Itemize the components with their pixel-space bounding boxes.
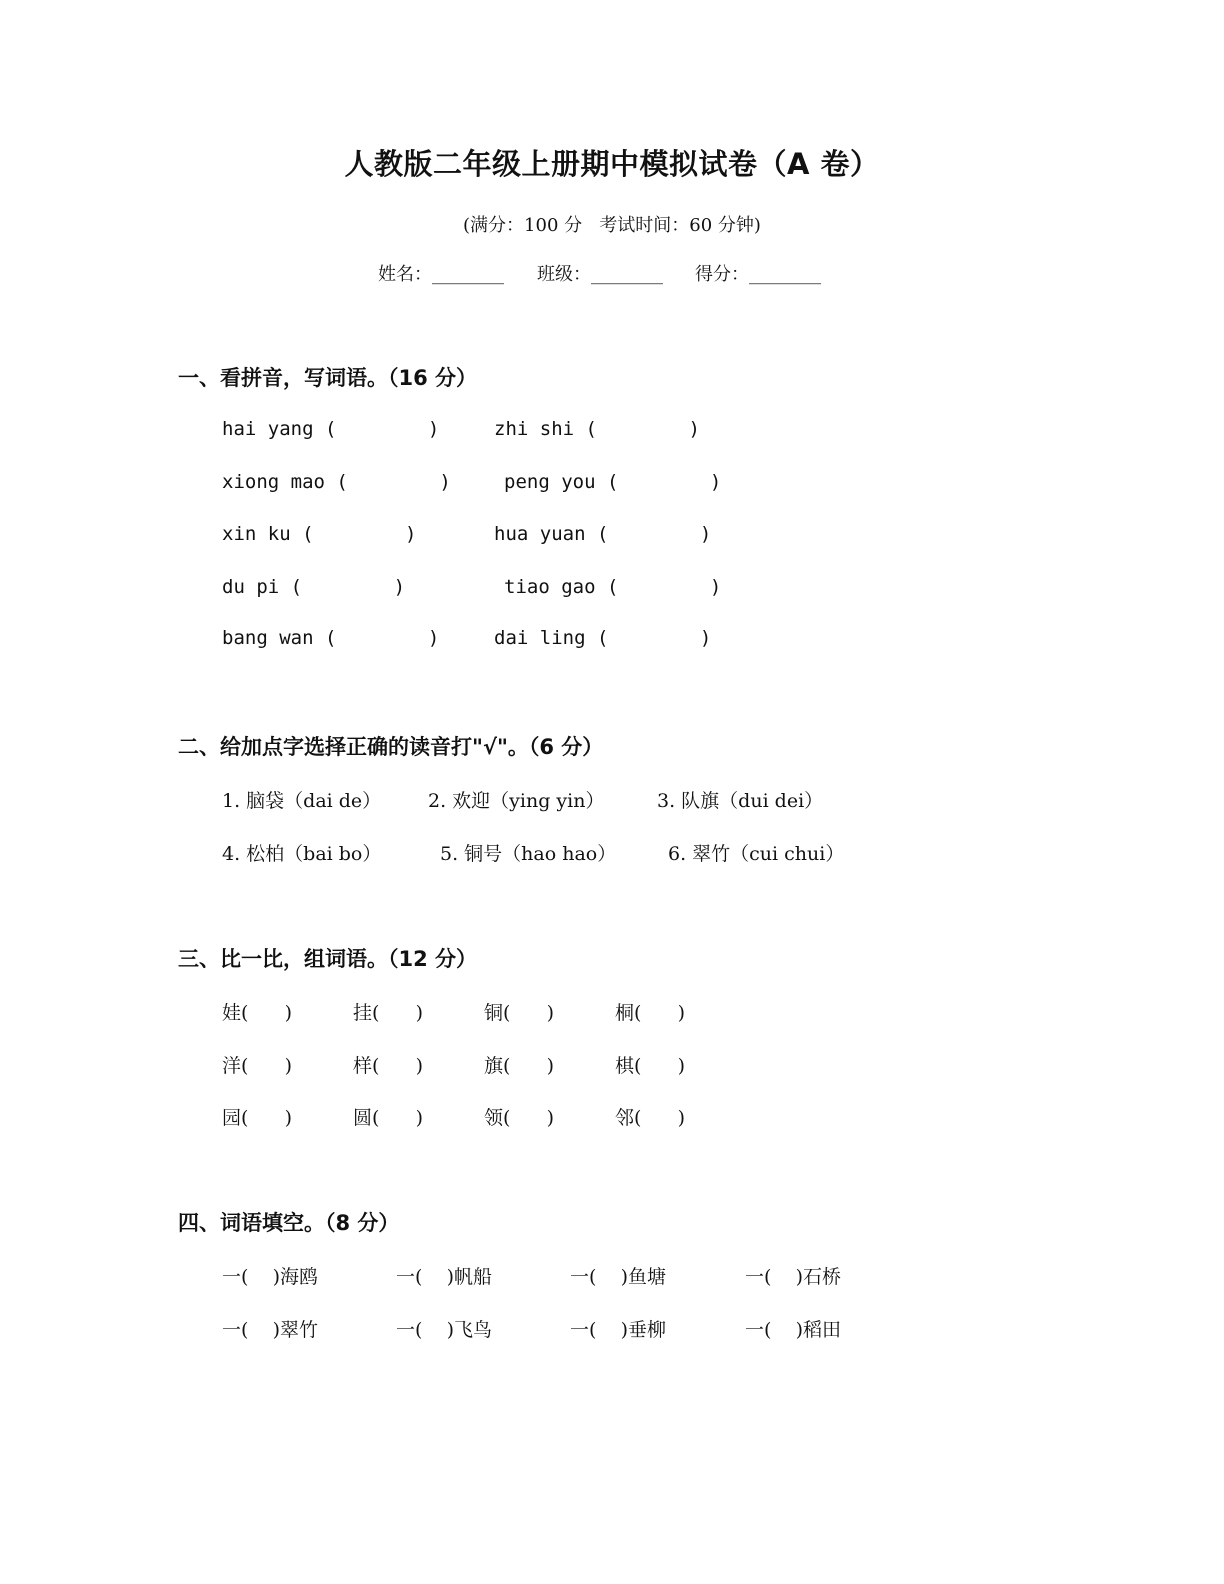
fill-blank-item: 一( )垂柳 [570, 1319, 666, 1341]
pinyin-item: du pi ( ) [222, 576, 406, 598]
pinyin-item: hua yuan ( ) [494, 523, 712, 545]
section-2-heading: 二、给加点字选择正确的读音打"√"。（6 分） [178, 735, 604, 759]
compare-word-item: 样( ) [353, 1055, 424, 1077]
compare-word-item: 洋( ) [222, 1055, 293, 1077]
pinyin-item: tiao gao ( ) [504, 576, 722, 598]
fill-blank-item: 一( )帆船 [396, 1266, 492, 1288]
reading-choice-item: 2. 欢迎（ying yin） [428, 790, 605, 812]
exam-subtitle: (满分：100 分 考试时间：60 分钟) [463, 215, 761, 236]
pinyin-item: zhi shi ( ) [494, 418, 700, 440]
pinyin-item: xiong mao ( ) [222, 471, 451, 493]
compare-word-item: 圆( ) [353, 1107, 424, 1129]
reading-choice-item: 3. 队旗（dui dei） [657, 790, 824, 812]
name-field-label: 姓名：________ [378, 264, 504, 285]
reading-choice-item: 4. 松柏（bai bo） [222, 843, 382, 865]
compare-word-item: 邻( ) [615, 1107, 686, 1129]
section-1-heading: 一、看拼音，写词语。（16 分） [178, 366, 478, 390]
fill-blank-item: 一( )飞鸟 [396, 1319, 492, 1341]
fill-blank-item: 一( )石桥 [745, 1266, 841, 1288]
pinyin-item: dai ling ( ) [494, 627, 712, 649]
reading-choice-item: 5. 铜号（hao hao） [440, 843, 617, 865]
compare-word-item: 挂( ) [353, 1002, 424, 1024]
compare-word-item: 娃( ) [222, 1002, 293, 1024]
section-3-heading: 三、比一比，组词语。（12 分） [178, 947, 478, 971]
section-4-heading: 四、词语填空。（8 分） [178, 1211, 400, 1235]
compare-word-item: 领( ) [484, 1107, 555, 1129]
page-title: 人教版二年级上册期中模拟试卷（A 卷） [344, 147, 880, 181]
pinyin-item: hai yang ( ) [222, 418, 440, 440]
compare-word-item: 园( ) [222, 1107, 293, 1129]
reading-choice-item: 1. 脑袋（dai de） [222, 790, 382, 812]
pinyin-item: peng you ( ) [504, 471, 722, 493]
compare-word-item: 棋( ) [615, 1055, 686, 1077]
class-field-label: 班级：________ [537, 264, 663, 285]
fill-blank-item: 一( )稻田 [745, 1319, 841, 1341]
pinyin-item: xin ku ( ) [222, 523, 417, 545]
reading-choice-item: 6. 翠竹（cui chui） [668, 843, 845, 865]
compare-word-item: 铜( ) [484, 1002, 555, 1024]
fill-blank-item: 一( )翠竹 [222, 1319, 318, 1341]
compare-word-item: 桐( ) [615, 1002, 686, 1024]
score-field-label: 得分：________ [695, 264, 821, 285]
fill-blank-item: 一( )鱼塘 [570, 1266, 666, 1288]
fill-blank-item: 一( )海鸥 [222, 1266, 318, 1288]
pinyin-item: bang wan ( ) [222, 627, 440, 649]
compare-word-item: 旗( ) [484, 1055, 555, 1077]
